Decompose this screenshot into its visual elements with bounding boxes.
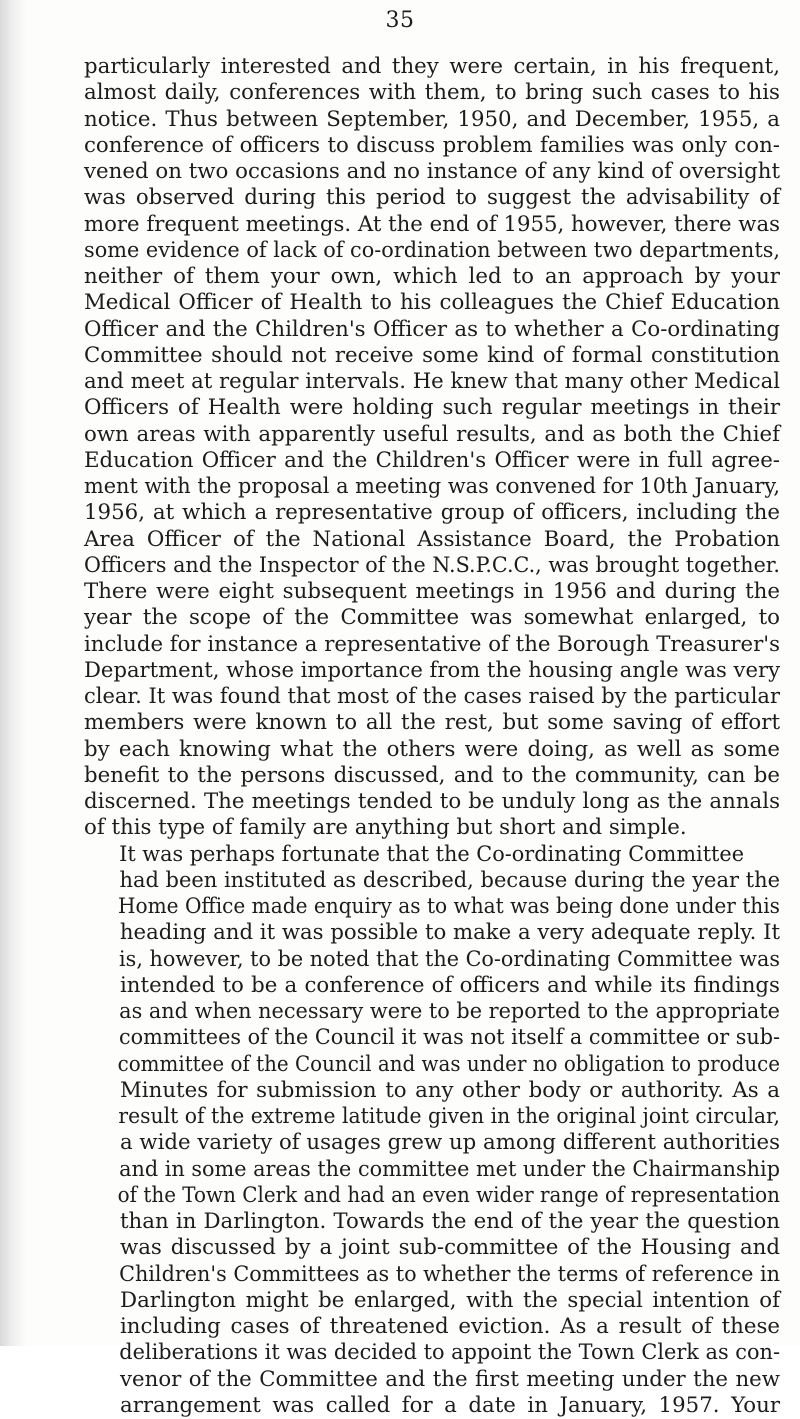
text-line: by each knowing what the others were doing, as well as some — [84, 737, 780, 763]
body-text — [84, 54, 780, 1419]
text-line: intended to be a conference of officers and while its findings — [84, 973, 780, 999]
text-line: There were eight subsequent meetings in 1956 and during the — [84, 579, 780, 605]
text-line: conference of officers to discuss problem families was only con- — [84, 133, 780, 159]
text-line: some evidence of lack of co-ordination between two departments, — [84, 238, 765, 264]
text-line: Darlington might be enlarged, with the special intention of — [84, 1288, 780, 1314]
text-line: year the scope of the Committee was somewhat enlarged, to — [84, 605, 780, 631]
text-line: Area Officer of the National Assistance Board, the Probation — [84, 527, 780, 553]
text-line: Minutes for submission to any other body or authority. As a — [84, 1078, 780, 1104]
text-line: of the Town Clerk and had an even wider range of representation — [84, 1183, 735, 1209]
text-line: vened on two occasions and no instance of any kind of oversight — [84, 159, 780, 185]
text-line: Medical Officer of Health to his colleagues the Chief Education — [84, 290, 780, 316]
paragraph — [84, 54, 780, 842]
text-line: heading and it was possible to make a very adequate reply. It — [84, 920, 778, 946]
text-line: was discussed by a joint sub-committee of the Housing and — [84, 1235, 780, 1261]
text-line: and meet at regular intervals. He knew that many other Medical — [84, 369, 777, 395]
text-line: deliberations it was decided to appoint the Town Clerk as con- — [84, 1340, 765, 1366]
text-line: own areas with apparently useful results, and as both the Chief — [84, 422, 780, 448]
text-line: 1956, at which a representative group of officers, including the — [84, 500, 780, 526]
text-line: Committee should not receive some kind of formal constitution — [84, 343, 780, 369]
text-line: as and when necessary were to be reported to the appropriate — [84, 999, 764, 1025]
text-line: committees of the Council it was not itself a committee or sub- — [84, 1025, 762, 1051]
text-line: arrangement was called for a date in January, 1957. Your — [84, 1393, 780, 1419]
text-line: than in Darlington. Towards the end of the year the question — [84, 1209, 780, 1235]
text-line: Officers of Health were holding such regular meetings in their — [84, 395, 780, 421]
text-line: is, however, to be noted that the Co-ordinating Committee was — [84, 947, 762, 973]
text-line: venor of the Committee and the first meeting under the new — [84, 1367, 780, 1393]
text-line: result of the extreme latitude given in the original joint circular, — [84, 1104, 748, 1130]
text-line: benefit to the persons discussed, and to the community, can be — [84, 763, 780, 789]
text-line: a wide variety of usages grew up among different authorities — [84, 1130, 779, 1156]
text-line: Department, whose importance from the housing angle was very — [84, 658, 774, 684]
text-line: clear. It was found that most of the cases raised by the particular — [84, 684, 770, 710]
page-edge-shadow — [0, 0, 26, 1346]
text-line: Officers and the Inspector of the N.S.P.C.C., was brought together. — [84, 553, 759, 579]
text-line: It was perhaps fortunate that the Co-ordinating Committee — [84, 842, 763, 868]
text-line: discerned. The meetings tended to be unduly long as the annals — [84, 789, 780, 815]
page-number: 35 — [0, 8, 800, 33]
text-line: committee of the Council and was under no obligation to produce — [84, 1052, 733, 1078]
text-line: almost daily, conferences with them, to bring such cases to his — [84, 80, 780, 106]
text-line: include for instance a representative of the Borough Treasurer's — [84, 632, 778, 658]
text-line: notice. Thus between September, 1950, and December, 1955, a — [84, 107, 780, 133]
text-line: particularly interested and they were certain, in his frequent, — [84, 54, 780, 80]
text-line: Children's Committees as to whether the terms of reference in — [84, 1262, 762, 1288]
text-line: including cases of threatened eviction. As a result of these — [84, 1314, 780, 1340]
text-line: and in some areas the committee met under the Chairmanship — [84, 1157, 763, 1183]
text-line: Officer and the Children's Officer as to whether a Co-ordinating — [84, 317, 780, 343]
paragraph — [84, 842, 780, 1419]
text-line: Home Office made enquiry as to what was being done under this — [84, 894, 741, 920]
text-line: Education Officer and the Children's Officer were in full agree- — [84, 448, 780, 474]
text-line: was observed during this period to suggest the advisability of — [84, 185, 780, 211]
text-line: members were known to all the rest, but some saving of effort — [84, 710, 780, 736]
text-line: ment with the proposal a meeting was convened for 10th January, — [84, 474, 764, 500]
text-line: neither of them your own, which led to an approach by your — [84, 264, 780, 290]
text-line: more frequent meetings. At the end of 1955, however, there was — [84, 212, 778, 238]
text-line: of this type of family are anything but short and simple. — [84, 815, 780, 841]
text-line: had been instituted as described, because during the year the — [84, 868, 769, 894]
